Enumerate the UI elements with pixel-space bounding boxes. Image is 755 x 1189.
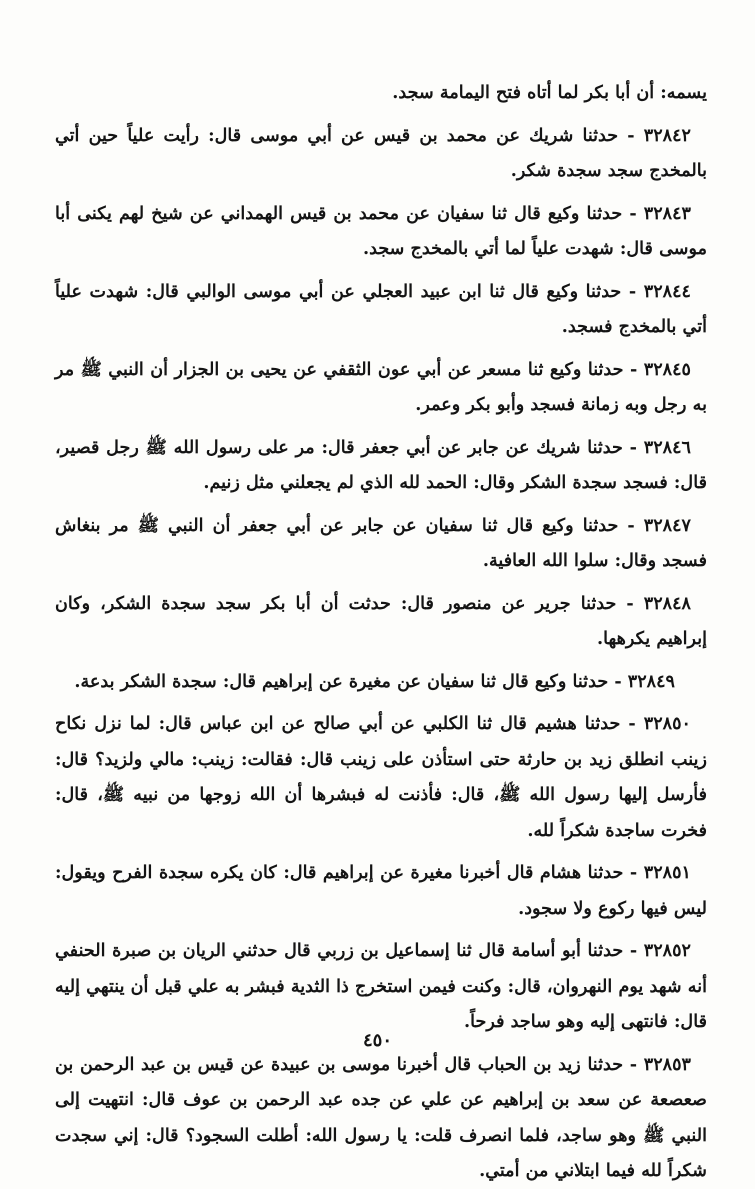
- page-body: [55, 75, 707, 1189]
- hadith-32846: ٣٢٨٤٦ - حدثنا شريك عن جابر عن أبي جعفر قال: مر على رسول الله ﷺ رجل قصير، قال: فسجد سجدة الشكر وقال: الحمد لله الذي لم يجعلني مثل زنيم.: [55, 436, 707, 493]
- hadith-32847: ٣٢٨٤٧ - حدثنا وكيع قال ثنا سفيان عن جابر عن أبي جعفر أن النبي ﷺ مر بنغاش فسجد وقال: سلوا الله العافية.: [55, 514, 707, 571]
- paragraph-continuation: يسمه: أن أبا بكر لما أتاه فتح اليمامة سجد.: [392, 82, 707, 103]
- hadith-32850: ٣٢٨٥٠ - حدثنا هشيم قال ثنا الكلبي عن أبي صالح عن ابن عباس قال: لما نزل نكاح زينب انطلق زيد بن حارثة حتى استأذن على زينب قال: فقالت: زينب: مالي ولزيد؟ قال: فأرسل إليها رسول الله ﷺ، قال: فأذنت له فبشرها أن الله زوجها من نبيه ﷺ، قال: فخرت ساجدة شكراً لله.: [55, 713, 707, 841]
- hadith-32853: ٣٢٨٥٣ - حدثنا زيد بن الحباب قال أخبرنا موسى بن عبيدة عن قيس بن عبد الرحمن بن صعصعة عن سعد بن إبراهيم عن علي عن جده عبد الرحمن بن عوف قال: انتهيت إلى النبي ﷺ وهو ساجد، فلما انصرف قلت: يا رسول الله: أطلت السجود؟ قال: إني سجدت شكراً لله فيما ابتلاني من أمتي.: [55, 1053, 707, 1181]
- hadith-32852: ٣٢٨٥٢ - حدثنا أبو أسامة قال ثنا إسماعيل بن زربي قال حدثني الريان بن صبرة الحنفي أنه شهد يوم النهروان، قال: وكنت فيمن استخرج ذا الثدية فبشر به علي قبل أن ينتهي إليه قال: فانتهى إليه وهو ساجد فرحاً.: [55, 940, 707, 1032]
- hadith-32844: ٣٢٨٤٤ - حدثنا وكيع قال ثنا ابن عبيد العجلي عن أبي موسى الوالبي قال: شهدت علياً أتي بالمخدج فسجد.: [55, 280, 707, 337]
- hadith-32843: ٣٢٨٤٣ - حدثنا وكيع قال ثنا سفيان عن محمد بن قيس الهمداني عن شيخ لهم يكنى أبا موسى قال: شهدت علياً لما أتي بالمخدج سجد.: [55, 202, 707, 259]
- hadith-32851: ٣٢٨٥١ - حدثنا هشام قال أخبرنا مغيرة عن إبراهيم قال: كان يكره سجدة الفرح ويقول: ليس فيها ركوع ولا سجود.: [55, 862, 707, 919]
- hadith-32845: ٣٢٨٤٥ - حدثنا وكيع ثنا مسعر عن أبي عون الثقفي عن يحيى بن الجزار أن النبي ﷺ مر به رجل وبه زمانة فسجد وأبو بكر وعمر.: [55, 358, 707, 415]
- hadith-32848: ٣٢٨٤٨ - حدثنا جرير عن منصور قال: حدثت أن أبا بكر سجد سجدة الشكر، وكان إبراهيم يكرهها.: [55, 592, 707, 649]
- hadith-32849: ٣٢٨٤٩ - حدثنا وكيع قال ثنا سفيان عن مغيرة عن إبراهيم قال: سجدة الشكر بدعة.: [74, 670, 675, 692]
- page-number: ٤٥٠: [362, 1030, 392, 1051]
- hadith-32842: ٣٢٨٤٢ - حدثنا شريك عن محمد بن قيس عن أبي موسى قال: رأيت علياً حين أتي بالمخدج سجد سجدة شكر.: [55, 124, 707, 181]
